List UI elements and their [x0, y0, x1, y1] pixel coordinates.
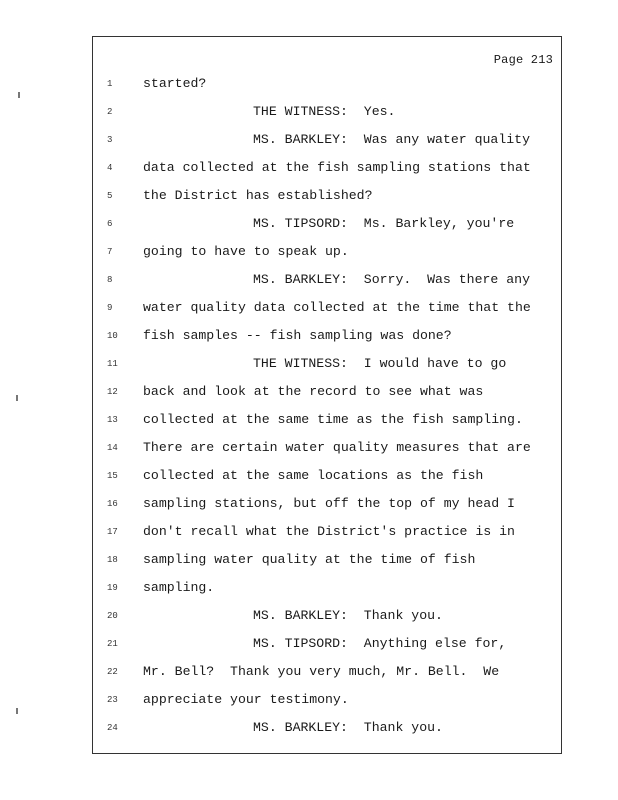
line-number: 3: [107, 135, 113, 145]
line-text: THE WITNESS: Yes.: [253, 104, 396, 119]
transcript-lines: [93, 70, 561, 742]
line-number: 15: [107, 471, 118, 481]
line-number: 16: [107, 499, 118, 509]
line-text: collected at the same locations as the fish: [143, 468, 484, 483]
transcript-line: [93, 714, 561, 742]
line-text: the District has established?: [143, 188, 373, 203]
transcript-line: [93, 658, 561, 686]
line-text: fish samples -- fish sampling was done?: [143, 328, 452, 343]
line-text: appreciate your testimony.: [143, 692, 349, 707]
transcript-line: [93, 266, 561, 294]
transcript-line: [93, 546, 561, 574]
transcript-page: [92, 36, 562, 754]
line-text: started?: [143, 76, 207, 91]
line-text: Mr. Bell? Thank you very much, Mr. Bell. We: [143, 664, 500, 679]
margin-mark-bottom: [16, 708, 18, 714]
transcript-line: [93, 574, 561, 602]
transcript-line: [93, 434, 561, 462]
transcript-line: [93, 686, 561, 714]
page-number: Page 213: [493, 53, 553, 67]
transcript-line: [93, 630, 561, 658]
line-number: 23: [107, 695, 118, 705]
transcript-line: [93, 322, 561, 350]
line-text: water quality data collected at the time that the: [143, 300, 531, 315]
line-text: MS. TIPSORD: Ms. Barkley, you're: [253, 216, 515, 231]
line-text: MS. BARKLEY: Thank you.: [253, 608, 443, 623]
line-number: 4: [107, 163, 113, 173]
line-number: 5: [107, 191, 113, 201]
line-number: 24: [107, 723, 118, 733]
transcript-line: [93, 462, 561, 490]
line-number: 21: [107, 639, 118, 649]
line-text: MS. BARKLEY: Thank you.: [253, 720, 443, 735]
line-text: don't recall what the District's practice is in: [143, 524, 515, 539]
line-number: 12: [107, 387, 118, 397]
line-number: 17: [107, 527, 118, 537]
line-number: 7: [107, 247, 113, 257]
line-number: 13: [107, 415, 118, 425]
transcript-line: [93, 70, 561, 98]
line-number: 10: [107, 331, 118, 341]
transcript-line: [93, 490, 561, 518]
line-number: 11: [107, 359, 118, 369]
margin-mark-middle: [16, 395, 18, 401]
line-number: 9: [107, 303, 113, 313]
line-number: 2: [107, 107, 113, 117]
transcript-line: [93, 294, 561, 322]
line-number: 14: [107, 443, 118, 453]
line-number: 6: [107, 219, 113, 229]
line-text: collected at the same time as the fish sampling.: [143, 412, 523, 427]
line-number: 22: [107, 667, 118, 677]
line-text: sampling.: [143, 580, 215, 595]
transcript-line: [93, 350, 561, 378]
line-number: 8: [107, 275, 113, 285]
line-text: There are certain water quality measures that are: [143, 440, 531, 455]
line-text: MS. BARKLEY: Sorry. Was there any: [253, 272, 530, 287]
transcript-line: [93, 602, 561, 630]
line-number: 1: [107, 79, 113, 89]
transcript-line: [93, 182, 561, 210]
line-text: data collected at the fish sampling stations that: [143, 160, 531, 175]
line-number: 20: [107, 611, 118, 621]
line-number: 19: [107, 583, 118, 593]
margin-mark-top: [18, 92, 20, 98]
transcript-line: [93, 98, 561, 126]
transcript-line: [93, 518, 561, 546]
line-text: MS. BARKLEY: Was any water quality: [253, 132, 530, 147]
transcript-line: [93, 126, 561, 154]
transcript-line: [93, 238, 561, 266]
transcript-line: [93, 210, 561, 238]
line-text: THE WITNESS: I would have to go: [253, 356, 507, 371]
line-text: MS. TIPSORD: Anything else for,: [253, 636, 507, 651]
line-text: sampling water quality at the time of fish: [143, 552, 476, 567]
transcript-line: [93, 154, 561, 182]
line-number: 18: [107, 555, 118, 565]
transcript-line: [93, 406, 561, 434]
line-text: back and look at the record to see what was: [143, 384, 484, 399]
transcript-line: [93, 378, 561, 406]
line-text: sampling stations, but off the top of my head I: [143, 496, 515, 511]
line-text: going to have to speak up.: [143, 244, 349, 259]
